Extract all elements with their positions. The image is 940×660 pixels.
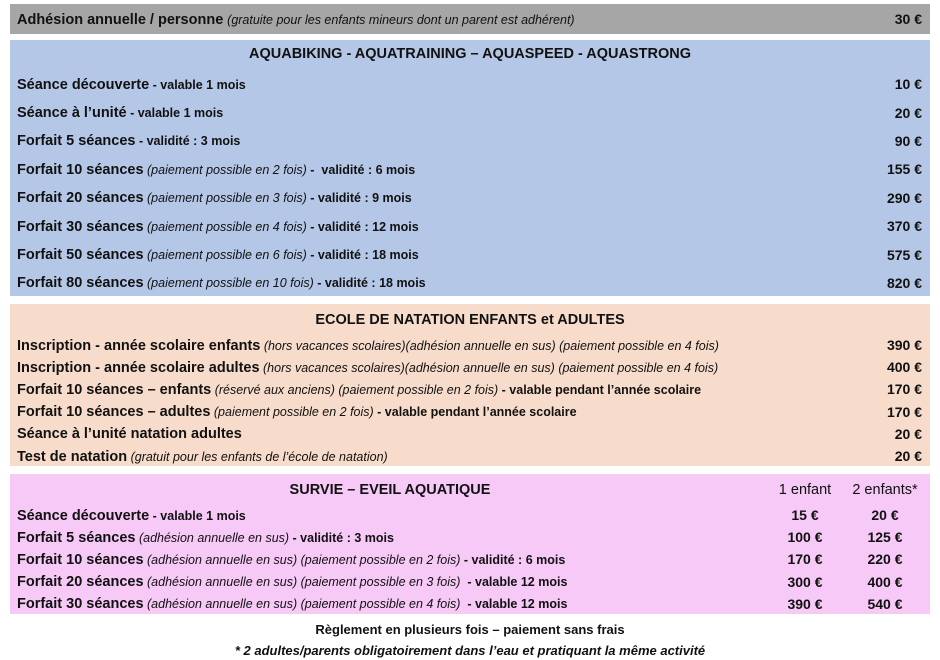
price-one-child: 100 € <box>787 529 823 546</box>
row-text <box>17 132 240 149</box>
row-note: (paiement possible en 2 fois) <box>143 162 307 177</box>
row-extra: - validité : 9 mois <box>306 191 412 206</box>
row-note: (adhésion annuelle en sus) (paiement possible en 4 fois) <box>143 597 461 612</box>
row-text <box>17 551 565 568</box>
price-row <box>10 334 930 356</box>
row-extra: - valable pendant l’année scolaire <box>498 382 702 397</box>
price-row <box>10 240 930 268</box>
price-one-child: 170 € <box>787 551 823 568</box>
row-label: Test de natation <box>17 448 128 465</box>
price-row <box>10 548 930 570</box>
row-label: Forfait 30 séances <box>17 596 144 613</box>
row-note: (paiement possible en 6 fois) <box>143 248 307 263</box>
row-label: Forfait 5 séances <box>17 529 136 546</box>
price-row <box>10 445 930 467</box>
survival-section <box>10 474 930 614</box>
row-extra: - valable pendant l’année scolaire <box>373 405 577 420</box>
row-price: 400 € <box>886 359 922 376</box>
row-price: 370 € <box>886 218 922 235</box>
row-extra: - validité : 18 mois <box>313 276 426 291</box>
row-text <box>17 76 246 93</box>
row-text <box>17 337 719 354</box>
row-price: 155 € <box>886 161 922 178</box>
aqua-title: AQUABIKING - AQUATRAINING – AQUASPEED - AQUASTRONG <box>249 46 691 62</box>
row-extra: - validité : 3 mois <box>289 530 394 545</box>
school-section <box>10 304 930 466</box>
membership-note: (gratuite pour les enfants mineurs dont un parent est adhérent) <box>227 12 575 27</box>
row-note: (gratuit pour les enfants de l’école de natation) <box>127 449 388 464</box>
row-note: (hors vacances scolaires)(adhésion annuelle en sus) (paiement possible en 4 fois) <box>260 338 719 353</box>
price-row <box>10 526 930 548</box>
row-text <box>17 573 567 590</box>
row-text <box>17 218 419 235</box>
survival-col1-header: 1 enfant <box>778 482 832 498</box>
row-note: (adhésion annuelle en sus) <box>135 530 290 545</box>
price-row <box>10 70 930 98</box>
price-two-children: 125 € <box>867 529 903 546</box>
membership-price: 30 € <box>894 11 922 27</box>
row-price: 290 € <box>886 189 922 206</box>
price-one-child: 390 € <box>787 595 823 612</box>
row-price: 170 € <box>886 381 922 398</box>
row-text <box>17 246 419 263</box>
row-text <box>17 403 577 420</box>
membership-row <box>10 4 930 34</box>
school-title: ECOLE DE NATATION ENFANTS et ADULTES <box>315 312 625 328</box>
membership-band <box>10 4 930 34</box>
row-extra: - valable 1 mois <box>149 77 246 92</box>
row-extra: - valable 12 mois <box>460 597 568 612</box>
row-text <box>17 425 242 442</box>
row-label: Séance découverte <box>17 76 150 93</box>
row-extra: - valable 1 mois <box>126 106 224 121</box>
survival-col2-header: 2 enfants* <box>852 482 918 498</box>
price-row <box>10 184 930 212</box>
row-price: 20 € <box>894 104 922 121</box>
row-text <box>17 507 246 524</box>
row-label: Forfait 10 séances <box>17 161 144 178</box>
price-two-children: 540 € <box>867 595 903 612</box>
row-label: Inscription - année scolaire adultes <box>17 359 260 376</box>
price-row <box>10 571 930 593</box>
price-row <box>10 423 930 445</box>
price-row <box>10 504 930 526</box>
row-note: (adhésion annuelle en sus) (paiement possible en 3 fois) <box>143 575 461 590</box>
row-label: Forfait 80 séances <box>17 275 144 292</box>
row-note: (réservé aux anciens) (paiement possible en 2 fois) <box>211 382 499 397</box>
price-one-child: 300 € <box>787 573 823 590</box>
price-row <box>10 212 930 240</box>
row-extra: - valable 1 mois <box>149 508 246 523</box>
price-one-child: 15 € <box>791 507 819 524</box>
row-text <box>17 529 394 546</box>
footer-asterisk-note: * 2 adultes/parents obligatoirement dans l’eau et pratiquant la même activité <box>234 643 706 658</box>
price-two-children: 20 € <box>871 507 899 524</box>
row-price: 170 € <box>886 403 922 420</box>
row-text <box>17 189 412 206</box>
row-price: 20 € <box>894 448 922 465</box>
row-extra: - validité : 6 mois <box>306 162 416 177</box>
row-price: 20 € <box>894 425 922 442</box>
membership-label: Adhésion annuelle / personne <box>17 11 224 28</box>
row-text <box>17 359 718 376</box>
row-text <box>17 161 415 178</box>
price-row <box>10 378 930 400</box>
row-label: Forfait 10 séances <box>17 551 144 568</box>
price-row <box>10 269 930 297</box>
row-extra: - validité : 6 mois <box>460 552 566 567</box>
row-label: Forfait 5 séances <box>17 133 136 150</box>
price-row <box>10 127 930 155</box>
row-price: 390 € <box>886 337 922 354</box>
row-label: Forfait 10 séances – adultes <box>17 404 211 421</box>
row-text <box>17 104 223 121</box>
row-note: (paiement possible en 10 fois) <box>143 276 314 291</box>
row-label: Forfait 50 séances <box>17 247 144 264</box>
row-label: Inscription - année scolaire enfants <box>17 337 261 354</box>
row-label: Forfait 10 séances – enfants <box>17 381 212 398</box>
survival-title: SURVIE – EVEIL AQUATIQUE <box>289 482 491 498</box>
row-label: Séance à l’unité natation adultes <box>17 426 242 443</box>
row-extra: - validité : 3 mois <box>135 134 241 149</box>
row-extra: - valable 12 mois <box>460 575 568 590</box>
row-price: 575 € <box>886 246 922 263</box>
row-note: (paiement possible en 4 fois) <box>143 219 307 234</box>
row-extra: - validité : 18 mois <box>306 248 419 263</box>
row-label: Forfait 20 séances <box>17 190 144 207</box>
row-price: 820 € <box>886 274 922 291</box>
row-price: 10 € <box>894 76 922 93</box>
price-row <box>10 401 930 423</box>
row-label: Forfait 30 séances <box>17 218 144 235</box>
row-note: (paiement possible en 2 fois) <box>210 405 374 420</box>
price-two-children: 220 € <box>867 551 903 568</box>
price-row <box>10 593 930 615</box>
row-note: (paiement possible en 3 fois) <box>143 191 307 206</box>
membership-text <box>17 11 575 28</box>
row-text <box>17 381 701 398</box>
row-note: (hors vacances scolaires)(adhésion annuelle en sus) (paiement possible en 4 fois) <box>259 360 719 375</box>
price-row <box>10 356 930 378</box>
row-label: Forfait 20 séances <box>17 574 144 591</box>
row-text <box>17 448 388 465</box>
price-row <box>10 155 930 183</box>
row-label: Séance à l’unité <box>17 105 127 122</box>
aqua-section <box>10 40 930 296</box>
footer-payment-note: Règlement en plusieurs fois – paiement sans frais <box>315 622 625 637</box>
price-row <box>10 98 930 126</box>
row-price: 90 € <box>894 132 922 149</box>
row-extra: - validité : 12 mois <box>306 219 419 234</box>
price-two-children: 400 € <box>867 573 903 590</box>
row-note: (adhésion annuelle en sus) (paiement possible en 2 fois) <box>143 552 461 567</box>
row-text <box>17 595 567 612</box>
row-text <box>17 274 426 291</box>
row-label: Séance découverte <box>17 507 150 524</box>
